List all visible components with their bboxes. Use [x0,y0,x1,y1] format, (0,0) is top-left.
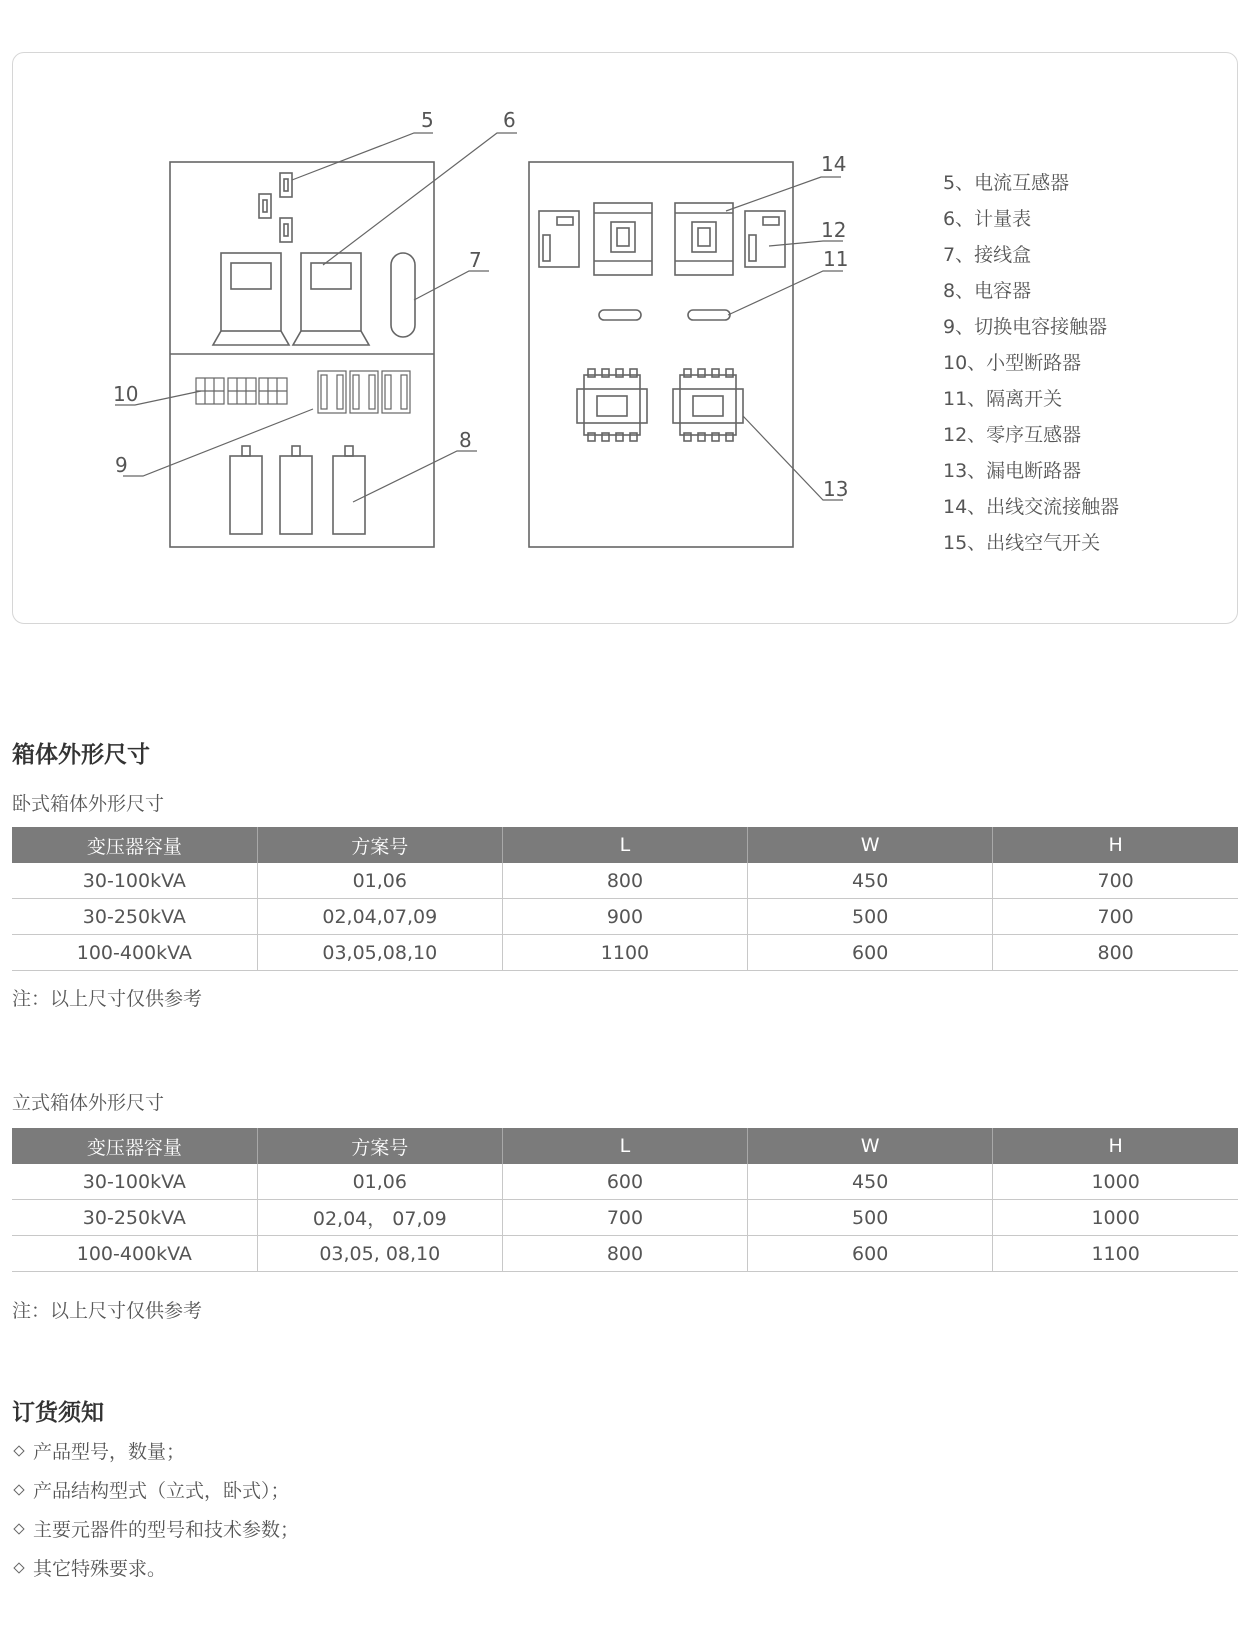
cell: 800 [993,935,1238,971]
callout-9: 9 [115,453,128,477]
cell: 1000 [993,1164,1238,1200]
table-row [12,1200,1238,1236]
table-header-row [12,1128,1238,1164]
junction-box [391,253,415,337]
legend-item: 10、小型断路器 [943,352,1082,374]
cell: 600 [748,1236,993,1272]
cell: 700 [502,1200,747,1236]
callout-11: 11 [823,247,849,271]
ordering-title: 订货须知 [12,1400,104,1426]
legend-item: 15、出线空气开关 [943,532,1101,554]
legend-item: 14、出线交流接触器 [943,496,1120,518]
list-item [12,1511,299,1550]
cell: 600 [748,935,993,971]
cell: 500 [748,899,993,935]
horizontal-table-title: 卧式箱体外形尺寸 [12,793,165,815]
cell: 700 [993,863,1238,899]
list-item [12,1433,299,1472]
list-item [12,1472,299,1511]
callout-8: 8 [459,428,472,452]
cell: 30-100kVA [12,863,257,899]
header-h: H [993,827,1238,863]
cell: 30-250kVA [12,899,257,935]
cell: 500 [748,1200,993,1236]
table-row [12,1236,1238,1272]
diagram-card [12,52,1238,624]
callout-5: 5 [421,108,434,132]
cell: 02,04， 07,09 [257,1200,502,1236]
list-item-text: 主要元器件的型号和技术参数； [33,1519,300,1541]
isolating-switch-group [599,310,730,320]
ordering-list [12,1433,299,1589]
callout-13: 13 [823,477,849,501]
leader-lines [115,133,843,502]
cell: 03,05,08,10 [257,935,502,971]
right-cabinet-outline [529,162,793,547]
header-scheme: 方案号 [257,827,502,863]
horizontal-dimensions-table [12,827,1238,971]
table-row [12,899,1238,935]
dimensions-title: 箱体外形尺寸 [12,742,150,768]
header-w: W [748,1128,993,1164]
cell: 800 [502,863,747,899]
vertical-dimensions-table [12,1128,1238,1272]
miniature-breaker-group [196,378,287,404]
legend-item: 12、零序互感器 [943,424,1082,446]
zero-sequence-transformer-group [539,211,785,267]
legend-item: 5、电流互感器 [943,172,1070,194]
callout-7: 7 [469,248,482,272]
meter-group [213,253,369,345]
cell: 450 [748,863,993,899]
callout-6: 6 [503,108,516,132]
diamond-bullet-icon [13,1523,24,1534]
legend-item: 11、隔离开关 [943,388,1063,410]
header-capacity: 变压器容量 [12,1128,257,1164]
leakage-breaker-group [577,369,743,441]
callout-12: 12 [821,218,847,242]
header-h: H [993,1128,1238,1164]
cell: 1100 [502,935,747,971]
cell: 03,05, 08,10 [257,1236,502,1272]
header-scheme: 方案号 [257,1128,502,1164]
legend-item: 8、电容器 [943,280,1032,302]
header-l: L [502,1128,747,1164]
cell: 01,06 [257,863,502,899]
header-w: W [748,827,993,863]
current-transformer-group [259,173,292,242]
cell: 02,04,07,09 [257,899,502,935]
cell: 30-100kVA [12,1164,257,1200]
callout-10: 10 [113,382,139,406]
cell: 900 [502,899,747,935]
diamond-bullet-icon [13,1445,24,1456]
legend-item: 6、计量表 [943,208,1032,230]
legend-item: 7、接线盒 [943,244,1032,266]
cell: 30-250kVA [12,1200,257,1236]
header-capacity: 变压器容量 [12,827,257,863]
diamond-bullet-icon [13,1484,24,1495]
table-header-row [12,827,1238,863]
list-item-text: 其它特殊要求。 [33,1558,167,1580]
cell: 800 [502,1236,747,1272]
component-legend [943,165,1119,561]
cell: 450 [748,1164,993,1200]
list-item-text: 产品结构型式（立式，卧式）； [33,1480,290,1502]
cell: 600 [502,1164,747,1200]
cell: 1100 [993,1236,1238,1272]
cell: 01,06 [257,1164,502,1200]
capacitor-group [230,446,365,534]
diamond-bullet-icon [13,1562,24,1573]
list-item [12,1550,299,1589]
cell: 100-400kVA [12,1236,257,1272]
list-item-text: 产品型号，数量； [33,1441,186,1463]
legend-item: 13、漏电断路器 [943,460,1082,482]
cell: 700 [993,899,1238,935]
vertical-table-title: 立式箱体外形尺寸 [12,1092,165,1114]
vertical-table-note: 注：以上尺寸仅供参考 [12,1300,203,1322]
table-row [12,863,1238,899]
header-l: L [502,827,747,863]
switching-contactor-group [318,371,410,413]
table-row [12,935,1238,971]
callout-14: 14 [821,152,847,176]
legend-item: 9、切换电容接触器 [943,316,1108,338]
cell: 100-400kVA [12,935,257,971]
cell: 1000 [993,1200,1238,1236]
table-row [12,1164,1238,1200]
outgoing-contactor-group [594,203,733,275]
horizontal-table-note: 注：以上尺寸仅供参考 [12,988,203,1010]
